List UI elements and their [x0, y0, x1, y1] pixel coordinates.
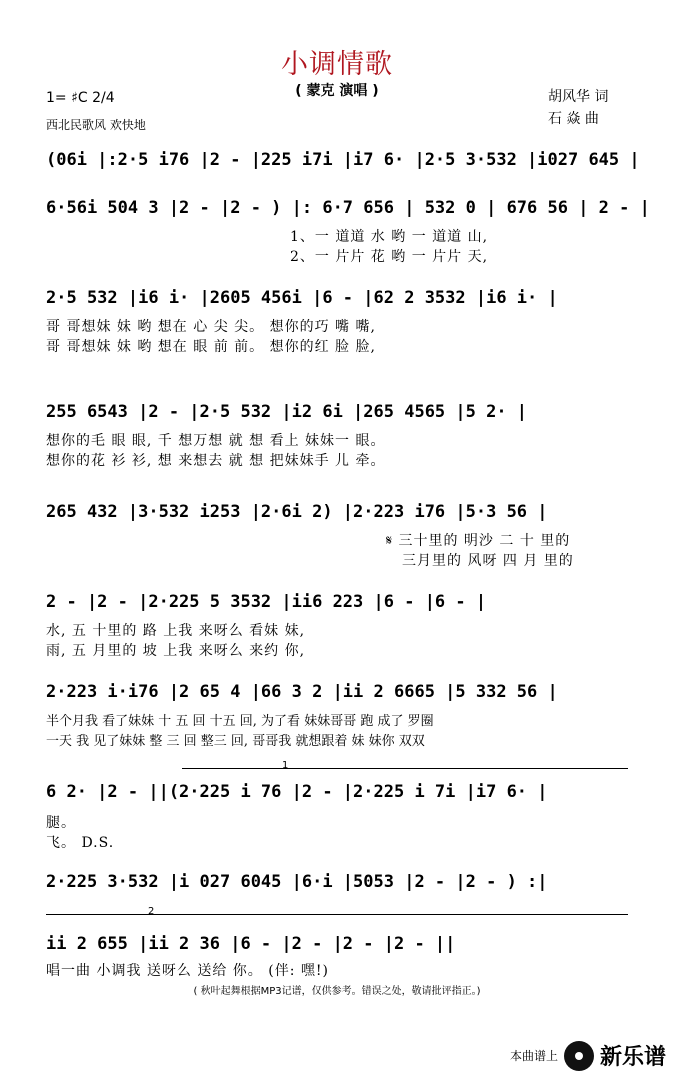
record-disc-icon — [564, 1041, 594, 1071]
score-row-5: 265 432 |3·532 i253 |2·6i 2) |2·223 i76 |5·3 56 | — [46, 502, 548, 522]
lyrics-row-6-verse-1: 水, 五 十里的 路 上我 来呀么 看妹 妹, — [46, 623, 306, 639]
volta-1-label: 1 — [282, 760, 289, 771]
score-row-3: 2·5 532 |i6 i· |2605 456i |6 - |62 2 3532 |i6 i· | — [46, 288, 558, 308]
lyrics-row-5-verse-1: 𝄋 三十里的 明沙 二 十 里的 — [386, 533, 571, 549]
lyrics-row-7-verse-2: 一天 我 见了妹妹 整 三 回 整三 回, 哥哥我 就想跟着 妹 妹你 双双 — [46, 734, 425, 749]
performer-credit: ( 蒙克 演唱 ) — [295, 83, 379, 99]
lyricist-credit: 胡风华 词 — [548, 89, 609, 105]
volta-2-bracket — [46, 914, 628, 915]
lyrics-row-5-verse-2: 三月里的 风呀 四 月 里的 — [402, 553, 574, 569]
lyrics-row-2-verse-2: 2、一 片片 花 哟 一 片片 天, — [290, 249, 489, 265]
volta-2-label: 2 — [148, 906, 155, 917]
lyrics-row-6-verse-2: 雨, 五 月里的 坡 上我 来呀么 来约 你, — [46, 643, 306, 659]
lyrics-row-3-verse-1: 哥 哥想妹 妹 哟 想在 心 尖 尖。 想你的巧 嘴 嘴, — [46, 319, 376, 335]
volta-1-bracket — [182, 768, 628, 769]
lyrics-row-10: 唱一曲 小调我 送呀么 送给 你。 (伴: 嘿!) — [46, 963, 329, 979]
transcription-note: ( 秋叶起舞根据MP3记谱，仅供参考。错误之处，敬请批评指正。) — [193, 986, 481, 997]
logo-name: 新乐谱 — [599, 1045, 666, 1070]
lyrics-row-4-verse-1: 想你的毛 眼 眼, 千 想万想 就 想 看上 妹妹一 眼。 — [46, 433, 386, 449]
logo-prefix: 本曲谱上 — [509, 1049, 558, 1063]
lyrics-row-7-verse-1: 半个月我 看了妹妹 十 五 回 十五 回, 为了看 妹妹哥哥 跑 成了 罗圈 — [46, 714, 434, 729]
site-logo — [510, 1040, 666, 1071]
style-marking: 西北民歌风 欢快地 — [46, 118, 146, 132]
composer-credit: 石 焱 曲 — [548, 111, 599, 127]
key-signature: 1= ♯C 2/4 — [46, 90, 115, 106]
lyrics-row-8-verse-1: 腿。 — [46, 815, 76, 831]
lyrics-row-2-verse-1: 1、一 道道 水 哟 一 道道 山, — [290, 229, 489, 245]
lyrics-row-3-verse-2: 哥 哥想妹 妹 哟 想在 眼 前 前。 想你的红 脸 脸, — [46, 339, 376, 355]
score-row-7: 2·223 i·i76 |2 65 4 |66 3 2 |ii 2 6665 |5 332 56 | — [46, 682, 558, 702]
score-row-1: (06i |:2·5 i76 |2 - |225 i7i |i7 6· |2·5 3·532 |i027 645 | — [46, 150, 640, 170]
lyrics-row-8-verse-2: 飞。 D.S. — [46, 835, 115, 851]
score-row-6: 2 - |2 - |2·225 5 3532 |ii6 223 |6 - |6 - | — [46, 592, 487, 612]
score-row-10: ii 2 655 |ii 2 36 |6 - |2 - |2 - |2 - || — [46, 934, 456, 954]
score-row-9: 2·225 3·532 |i 027 6045 |6·i |5053 |2 - |2 - ) :| — [46, 872, 548, 892]
song-title: 小调情歌 — [281, 49, 393, 80]
score-row-2: 6·56i 504 3 |2 - |2 - ) |: 6·7 656 | 532 0 | 676 56 | 2 - | — [46, 198, 650, 218]
lyrics-row-4-verse-2: 想你的花 衫 衫, 想 来想去 就 想 把妹妹手 儿 牵。 — [46, 453, 386, 469]
score-row-8: 6 2· |2 - ||(2·225 i 76 |2 - |2·225 i 7i |i7 6· | — [46, 782, 548, 802]
score-row-4: 255 6543 |2 - |2·5 532 |i2 6i |265 4565 |5 2· | — [46, 402, 528, 422]
